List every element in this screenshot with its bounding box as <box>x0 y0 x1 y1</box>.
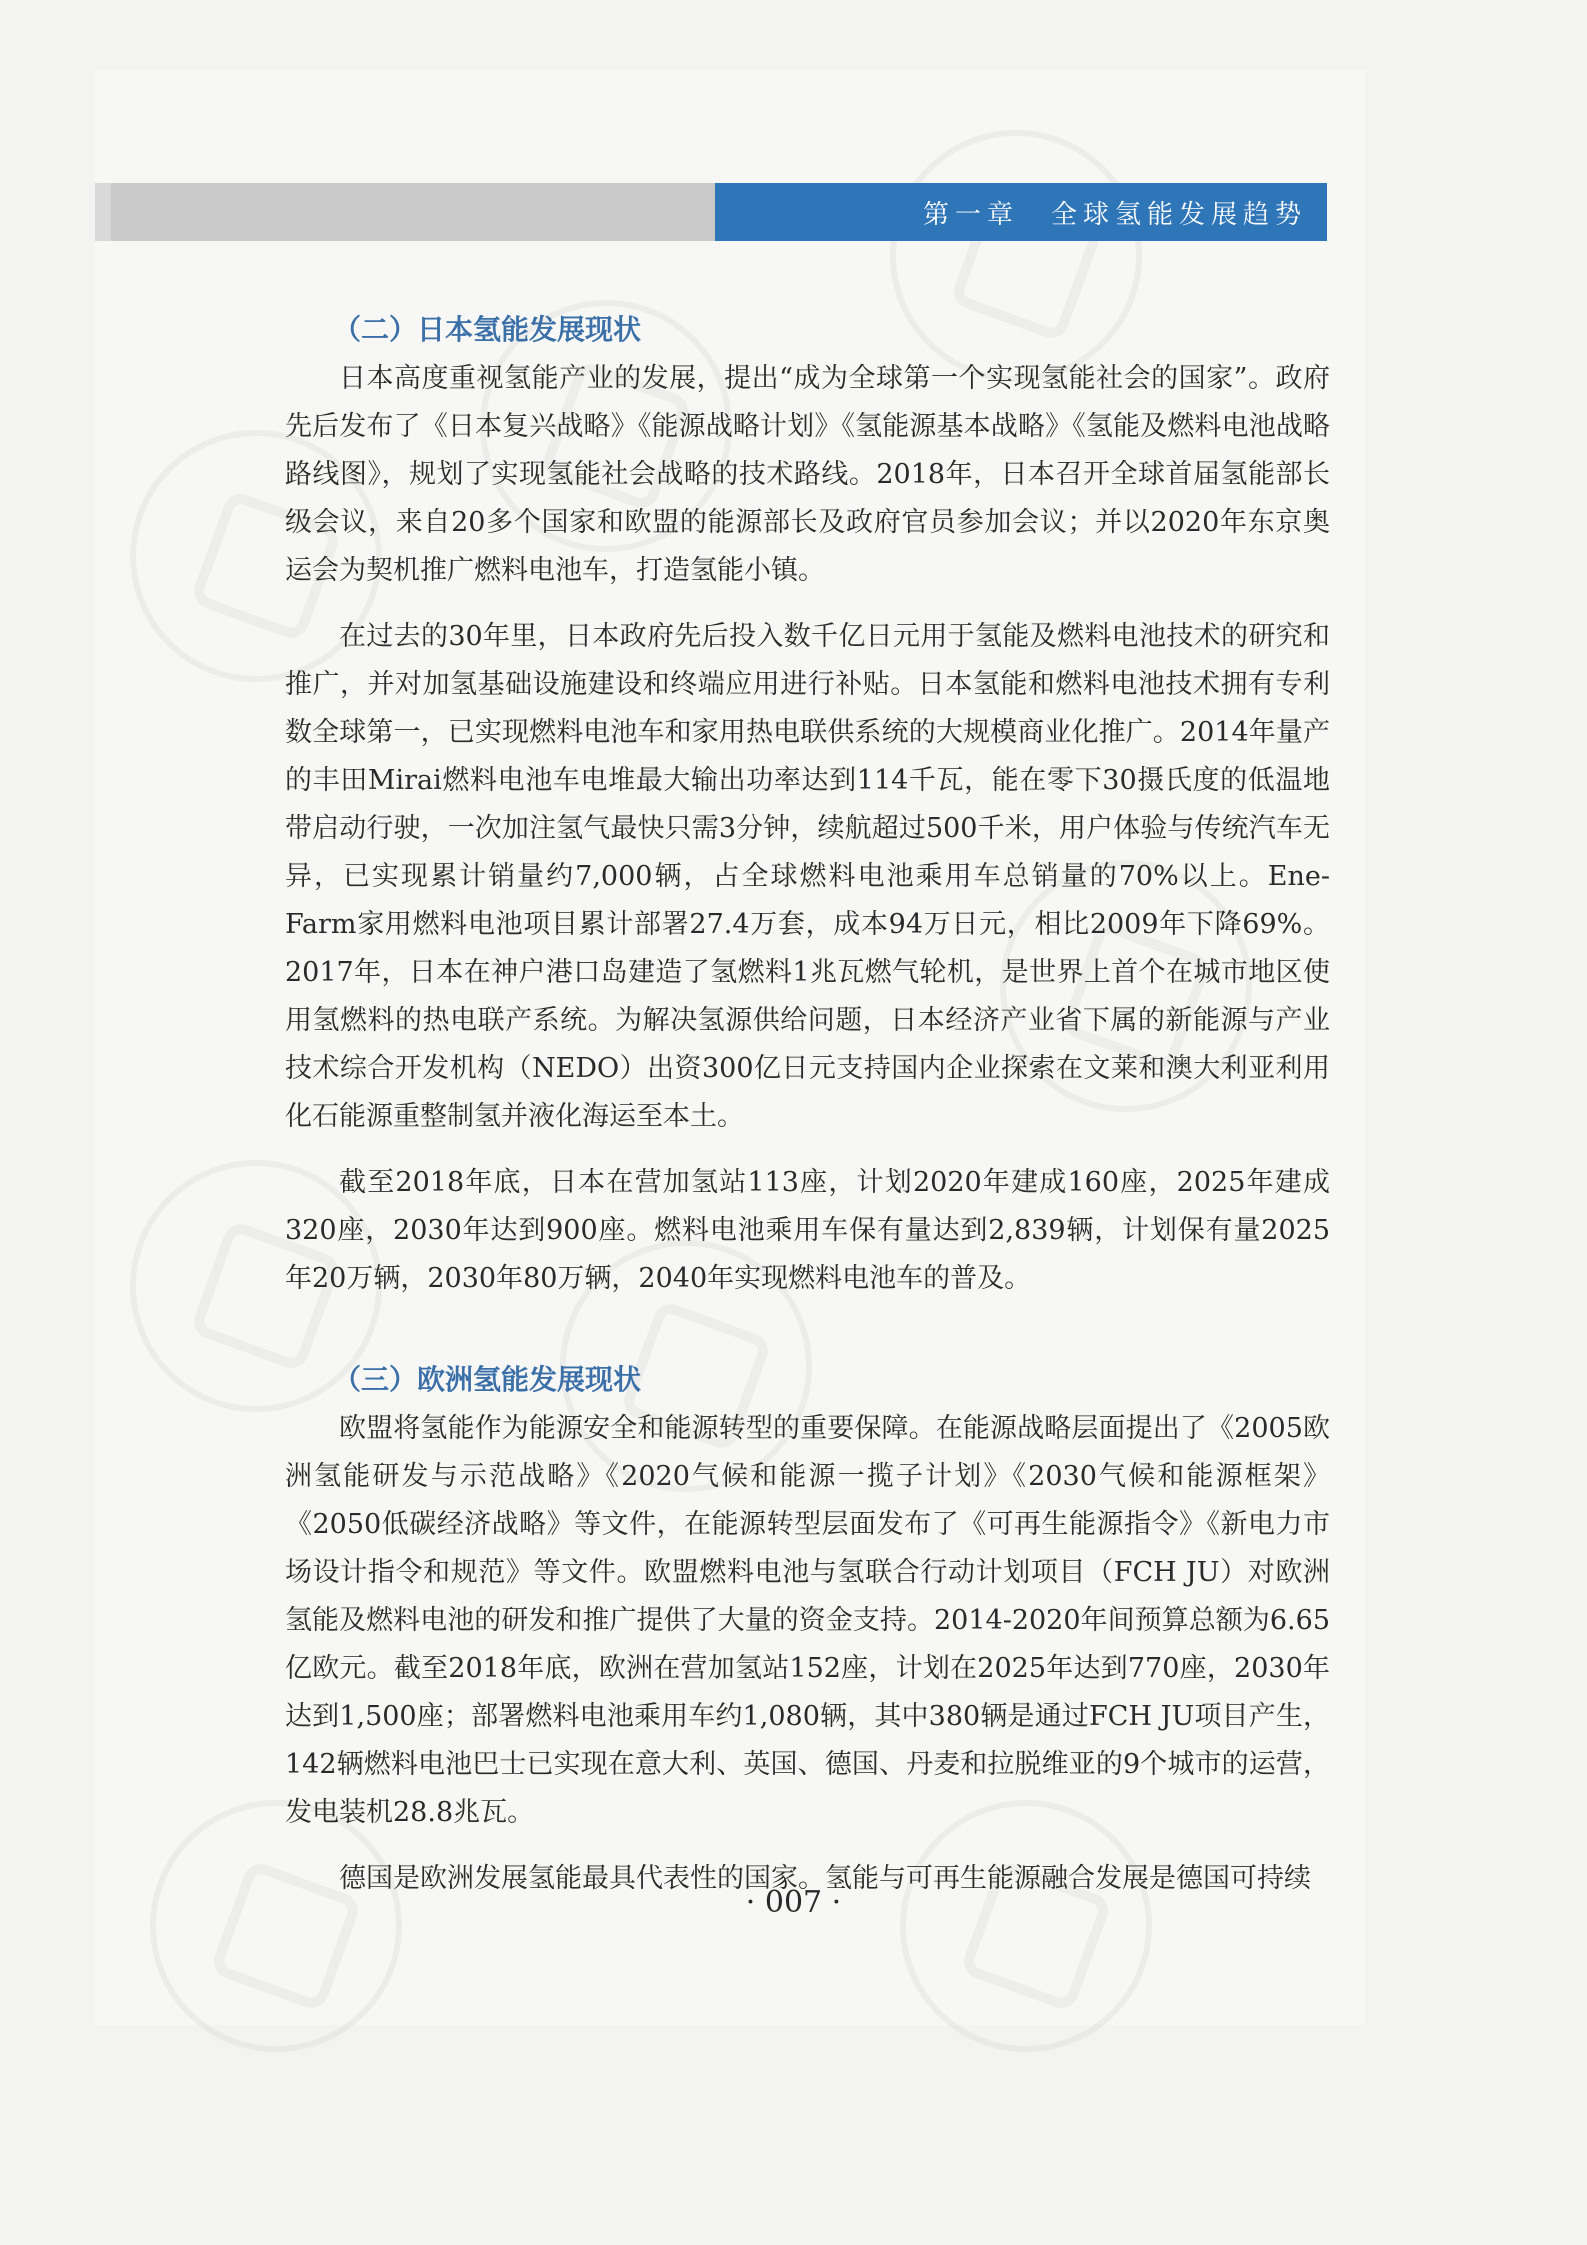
header-title: 全球氢能发展趋势 <box>1050 199 1307 230</box>
page-number: · 007 · <box>745 1885 842 1920</box>
body-content <box>285 305 1330 1903</box>
header-gray-band <box>95 183 715 241</box>
paragraph: 在过去的30年里，日本政府先后投入数千亿日元用于氢能及燃料电池技术的研究和推广，并对加氢基础设施建设和终端应用进行补贴。日本氢能和燃料电池技术拥有专利数全球第一，已实现燃料电池车和家用热电联供系统的大规模商业化推广。2014年量产的丰田Mirai燃料电池车电堆最大输出功率达到114千瓦，能在零下30摄氏度的低温地带启动行驶，一次加注氢气最快只需3分钟，续航超过500千米，用户体验与传统汽车无异，已实现累计销量约7,000辆，占全球燃料电池乘用车总销量的70%以上。Ene-Farm家用燃料电池项目累计部署27.4万套，成本94万日元，相比2009年下降69%。2017年，日本在神户港口岛建造了氢燃料1兆瓦燃气轮机，是世界上首个在城市地区使用氢燃料的热电联产系统。为解决氢源供给问题，日本经济产业省下属的新能源与产业技术综合开发机构（NEDO）出资300亿日元支持国内企业探索在文莱和澳大利亚利用化石能源重整制氢并液化海运至本土。 <box>285 621 1330 1132</box>
running-header <box>95 183 1327 241</box>
section-heading-europe: （三）欧洲氢能发展现状 <box>333 1363 642 1396</box>
header-chapter: 第一章 <box>922 199 1019 230</box>
paragraph: 德国是欧洲发展氢能最具代表性的国家。氢能与可再生能源融合发展是德国可持续 <box>339 1863 1311 1894</box>
paragraph: 截至2018年底，日本在营加氢站113座，计划2020年建成160座，2025年建成320座，2030年达到900座。燃料电池乘用车保有量达到2,839辆，计划保有量2025年20万辆，2030年80万辆，2040年实现燃料电池车的普及。 <box>285 1167 1330 1294</box>
header-blue-band <box>715 183 1327 241</box>
section-heading-japan: （二）日本氢能发展现状 <box>333 313 642 346</box>
paragraph: 欧盟将氢能作为能源安全和能源转型的重要保障。在能源战略层面提出了《2005欧洲氢能研发与示范战略》《2020气候和能源一揽子计划》《2030气候和能源框架》《2050低碳经济战略》等文件，在能源转型层面发布了《可再生能源指令》《新电力市场设计指令和规范》等文件。欧盟燃料电池与氢联合行动计划项目（FCH JU）对欧洲氢能及燃料电池的研发和推广提供了大量的资金支持。2014-2020年间预算总额为6.65亿欧元。截至2018年底，欧洲在营加氢站152座，计划在2025年达到770座，2030年达到1,500座；部署燃料电池乘用车约1,080辆，其中380辆是通过FCH JU项目产生，142辆燃料电池巴士已实现在意大利、英国、德国、丹麦和拉脱维亚的9个城市的运营，发电装机28.8兆瓦。 <box>285 1413 1330 1828</box>
paragraph: 日本高度重视氢能产业的发展，提出“成为全球第一个实现氢能社会的国家”。政府先后发布了《日本复兴战略》《能源战略计划》《氢能源基本战略》《氢能及燃料电池战略路线图》，规划了实现氢能社会战略的技术路线。2018年，日本召开全球首届氢能部长级会议，来自20多个国家和欧盟的能源部长及政府官员参加会议；并以2020年东京奥运会为契机推广燃料电池车，打造氢能小镇。 <box>285 363 1330 586</box>
